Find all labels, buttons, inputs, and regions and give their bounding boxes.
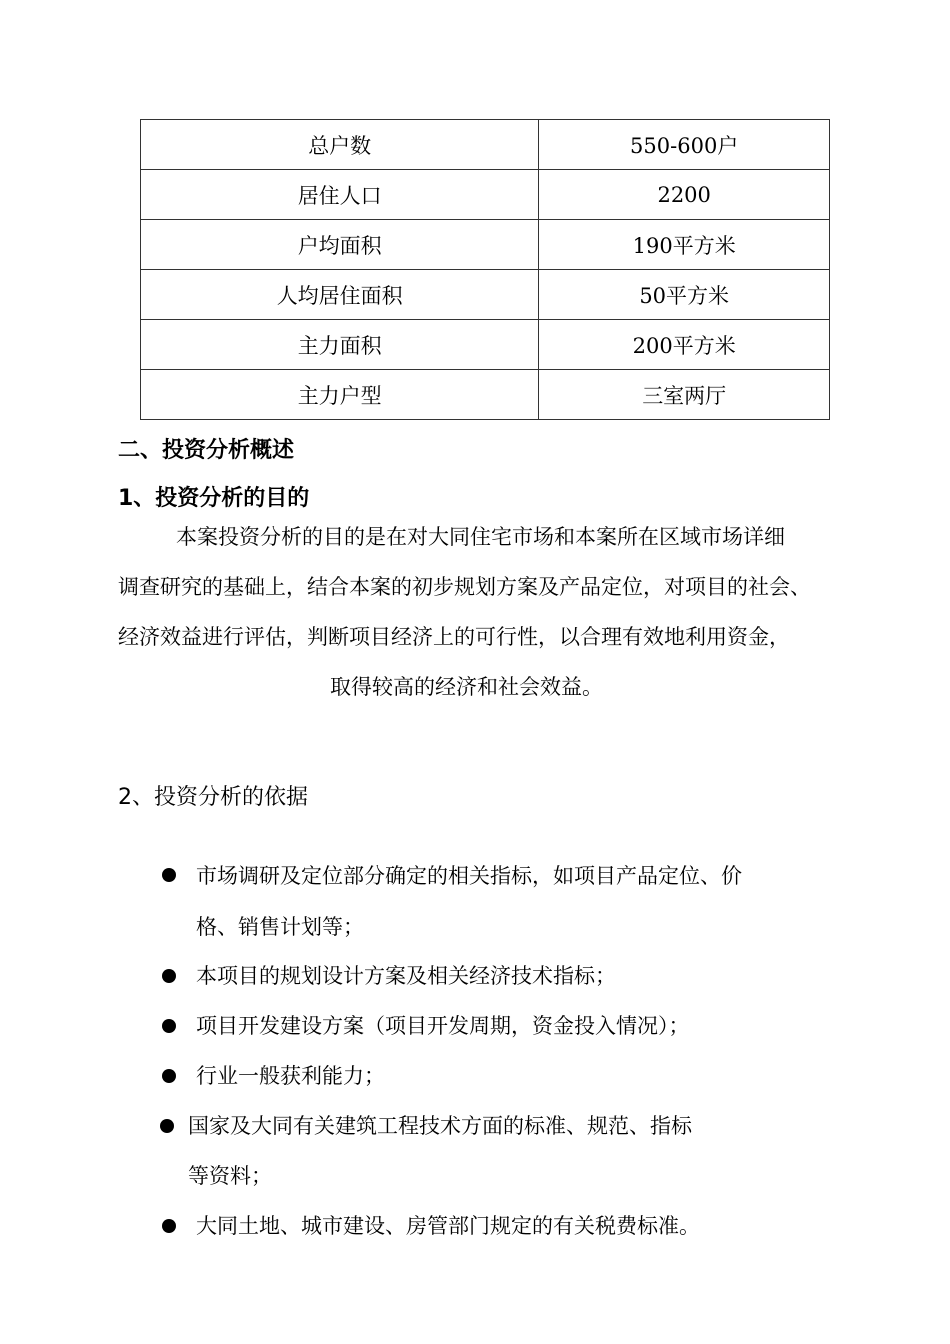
table-cell-label: 总户数	[141, 120, 539, 170]
table-cell-value: 2200	[539, 170, 830, 220]
section-heading: 二、投资分析概述	[118, 438, 295, 463]
paragraph-line: 取得较高的经济和社会效益。	[330, 675, 603, 699]
subsection-heading-basis: 2、投资分析的依据	[118, 785, 308, 810]
bullet-text: 项目开发建设方案（项目开发周期，资金投入情况）；	[196, 1014, 690, 1038]
table-row	[141, 370, 830, 420]
paragraph-line: 本案投资分析的目的是在对大同住宅市场和本案所在区域市场详细	[176, 525, 785, 549]
bullet-text: 格、销售计划等；	[196, 915, 364, 939]
bullet-text: 国家及大同有关建筑工程技术方面的标准、规范、指标	[188, 1114, 692, 1138]
table-cell-value: 190平方米	[539, 220, 830, 270]
bullet-text: 等资料；	[188, 1164, 272, 1188]
table-row	[141, 120, 830, 170]
table-cell-label: 户均面积	[141, 220, 539, 270]
project-spec-table	[140, 119, 830, 420]
table-cell-label: 主力面积	[141, 320, 539, 370]
table-cell-value: 550-600户	[539, 120, 830, 170]
table-row	[141, 220, 830, 270]
bullet-text: 大同土地、城市建设、房管部门规定的有关税费标准。	[196, 1214, 700, 1238]
bullet-dot	[160, 1119, 174, 1133]
bullet-text: 市场调研及定位部分确定的相关指标，如项目产品定位、价	[196, 864, 742, 888]
table-cell-label: 主力户型	[141, 370, 539, 420]
bullet-text: 本项目的规划设计方案及相关经济技术指标；	[196, 964, 616, 988]
table-row	[141, 320, 830, 370]
paragraph-line: 调查研究的基础上，结合本案的初步规划方案及产品定位，对项目的社会、	[118, 575, 811, 599]
bullet-text: 行业一般获利能力；	[196, 1064, 385, 1088]
bullet-dot	[162, 1069, 176, 1083]
paragraph-line: 经济效益进行评估，判断项目经济上的可行性，以合理有效地利用资金，	[118, 625, 790, 649]
table-row	[141, 170, 830, 220]
subsection-heading-purpose: 1、投资分析的目的	[118, 486, 310, 511]
bullet-dot	[162, 868, 176, 882]
table-cell-value: 50平方米	[539, 270, 830, 320]
bullet-dot	[162, 1019, 176, 1033]
table-cell-value: 三室两厅	[539, 370, 830, 420]
table-row	[141, 270, 830, 320]
table-cell-label: 人均居住面积	[141, 270, 539, 320]
table-cell-label: 居住人口	[141, 170, 539, 220]
bullet-dot	[162, 969, 176, 983]
bullet-dot	[162, 1219, 176, 1233]
table-cell-value: 200平方米	[539, 320, 830, 370]
